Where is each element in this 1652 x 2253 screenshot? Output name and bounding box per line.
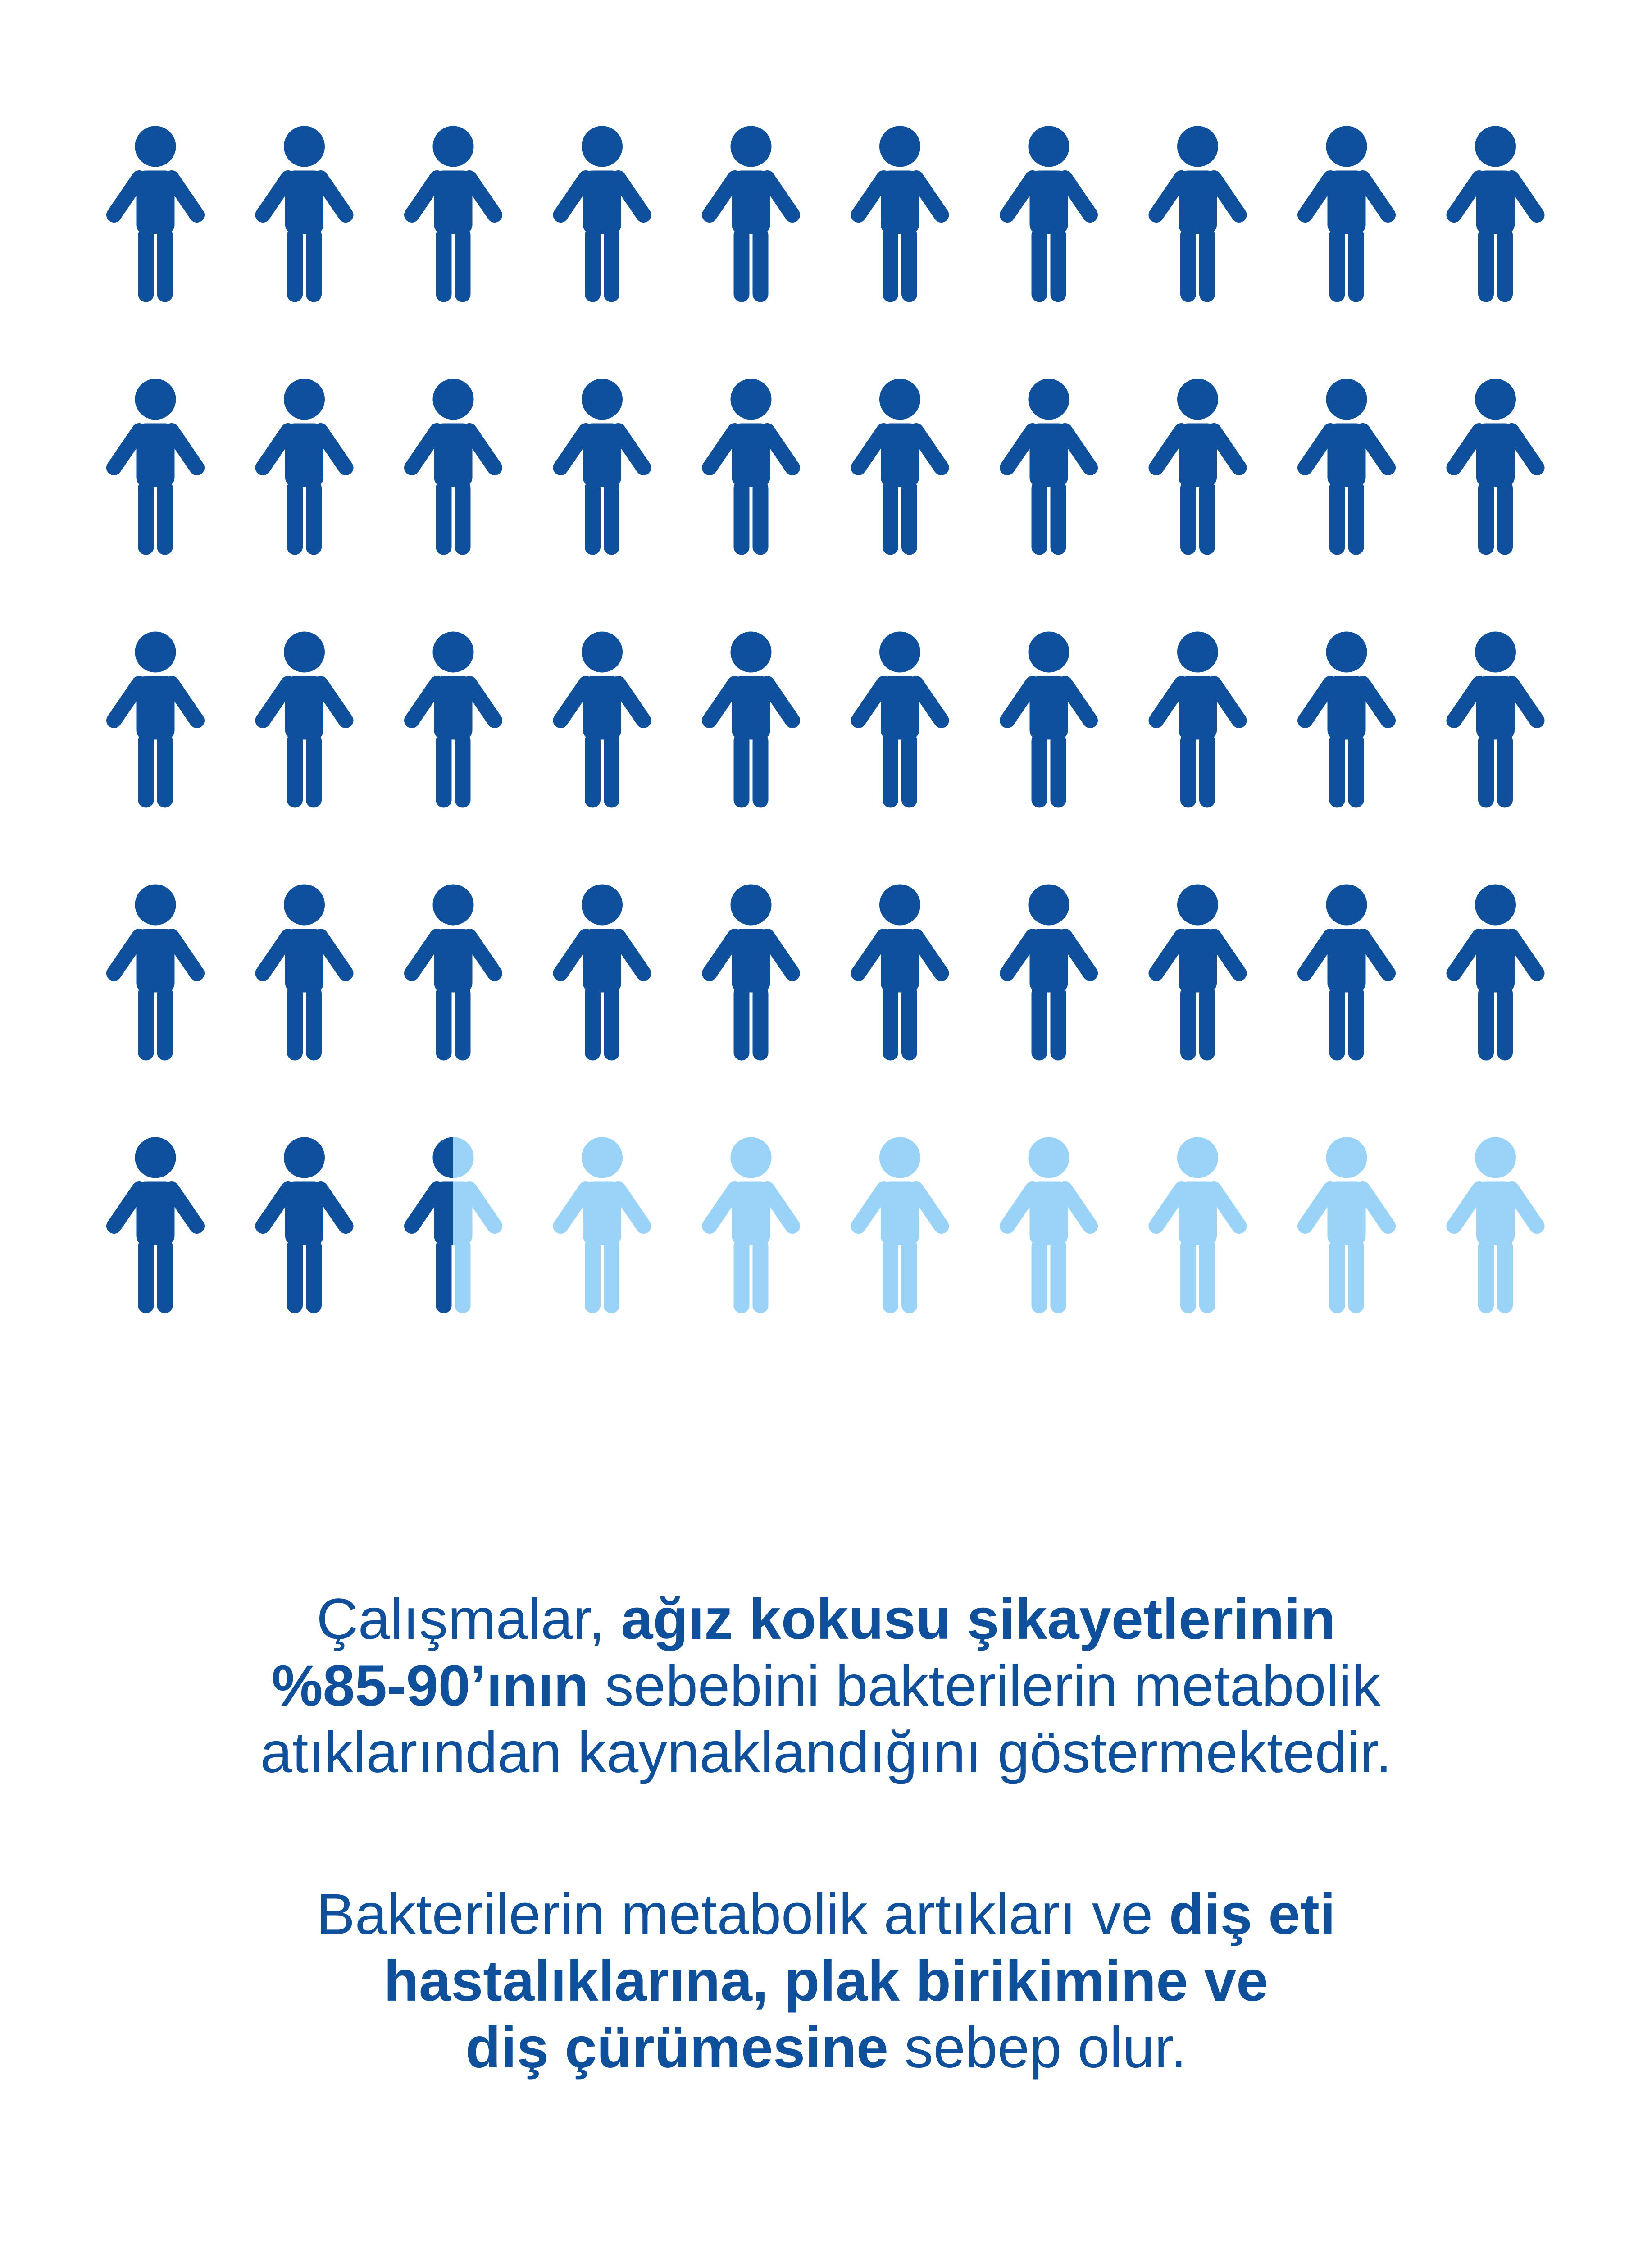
person-icon (710, 632, 792, 807)
text-regular: Çalışmalar, (316, 1587, 621, 1651)
person-icon (114, 126, 197, 302)
person-icon (263, 126, 346, 302)
text-regular: sebebini bakterilerin metabolik (588, 1654, 1381, 1718)
person-icon (710, 1137, 792, 1313)
person-icon (1454, 379, 1537, 555)
person-icon (114, 632, 197, 807)
text-emphasis: hastalıklarına, plak birikimine ve (383, 1949, 1269, 2013)
person-icon (561, 885, 644, 1060)
text-regular: atıklarından kaynaklandığını göstermektedir. (260, 1720, 1392, 1785)
paragraph-line (0, 1653, 1652, 1719)
person-icon (1454, 126, 1537, 302)
person-icon (412, 379, 495, 555)
person-icon (561, 1137, 644, 1313)
person-icon (114, 1137, 197, 1313)
person-icon (263, 1137, 346, 1313)
statistic-paragraph (0, 1586, 1652, 1786)
person-icon (1305, 632, 1388, 807)
person-icon (561, 126, 644, 302)
person-icon (412, 1137, 495, 1313)
person-icon (114, 379, 197, 555)
person-icon (1007, 885, 1090, 1060)
paragraph-line (0, 2015, 1652, 2081)
person-icon (1007, 632, 1090, 807)
person-icon (561, 632, 644, 807)
person-icon (1454, 632, 1537, 807)
person-icon (1156, 885, 1239, 1060)
paragraph-line (0, 1948, 1652, 2015)
person-icon (710, 885, 792, 1060)
person-icon (1305, 126, 1388, 302)
person-icon (1007, 379, 1090, 555)
person-icon (412, 632, 495, 807)
person-icon (1007, 126, 1090, 302)
person-icon (710, 379, 792, 555)
person-icon (1156, 1137, 1239, 1313)
person-icon (1454, 885, 1537, 1060)
person-icon (561, 379, 644, 555)
person-icon (263, 885, 346, 1060)
consequence-paragraph (0, 1881, 1652, 2081)
person-icon (412, 126, 495, 302)
person-icon (263, 632, 346, 807)
paragraph-line (0, 1719, 1652, 1786)
text-regular: Bakterilerin metabolik artıkları ve (316, 1882, 1169, 1947)
text-emphasis: diş çürümesine (465, 2016, 889, 2080)
statistic-percentage: %85-90’ının (271, 1654, 589, 1718)
person-icon (859, 379, 942, 555)
person-icon (859, 1137, 942, 1313)
text-emphasis: ağız kokusu şikayetlerinin (621, 1587, 1336, 1651)
person-icon (859, 885, 942, 1060)
person-icon (1305, 885, 1388, 1060)
person-icon (114, 885, 197, 1060)
person-icon (1305, 1137, 1388, 1313)
person-icon (1007, 1137, 1090, 1313)
person-icon (1454, 1137, 1537, 1313)
person-icon (1156, 379, 1239, 555)
text-emphasis: diş eti (1169, 1882, 1336, 1947)
person-icon (859, 126, 942, 302)
person-icon (1156, 632, 1239, 807)
paragraph-line (0, 1586, 1652, 1653)
paragraph-line (0, 1881, 1652, 1948)
person-icon (263, 379, 346, 555)
person-icon (710, 126, 792, 302)
person-icon (1305, 379, 1388, 555)
person-icon (859, 632, 942, 807)
text-regular: sebep olur. (888, 2016, 1187, 2080)
person-icon (1156, 126, 1239, 302)
person-icon (412, 885, 495, 1060)
